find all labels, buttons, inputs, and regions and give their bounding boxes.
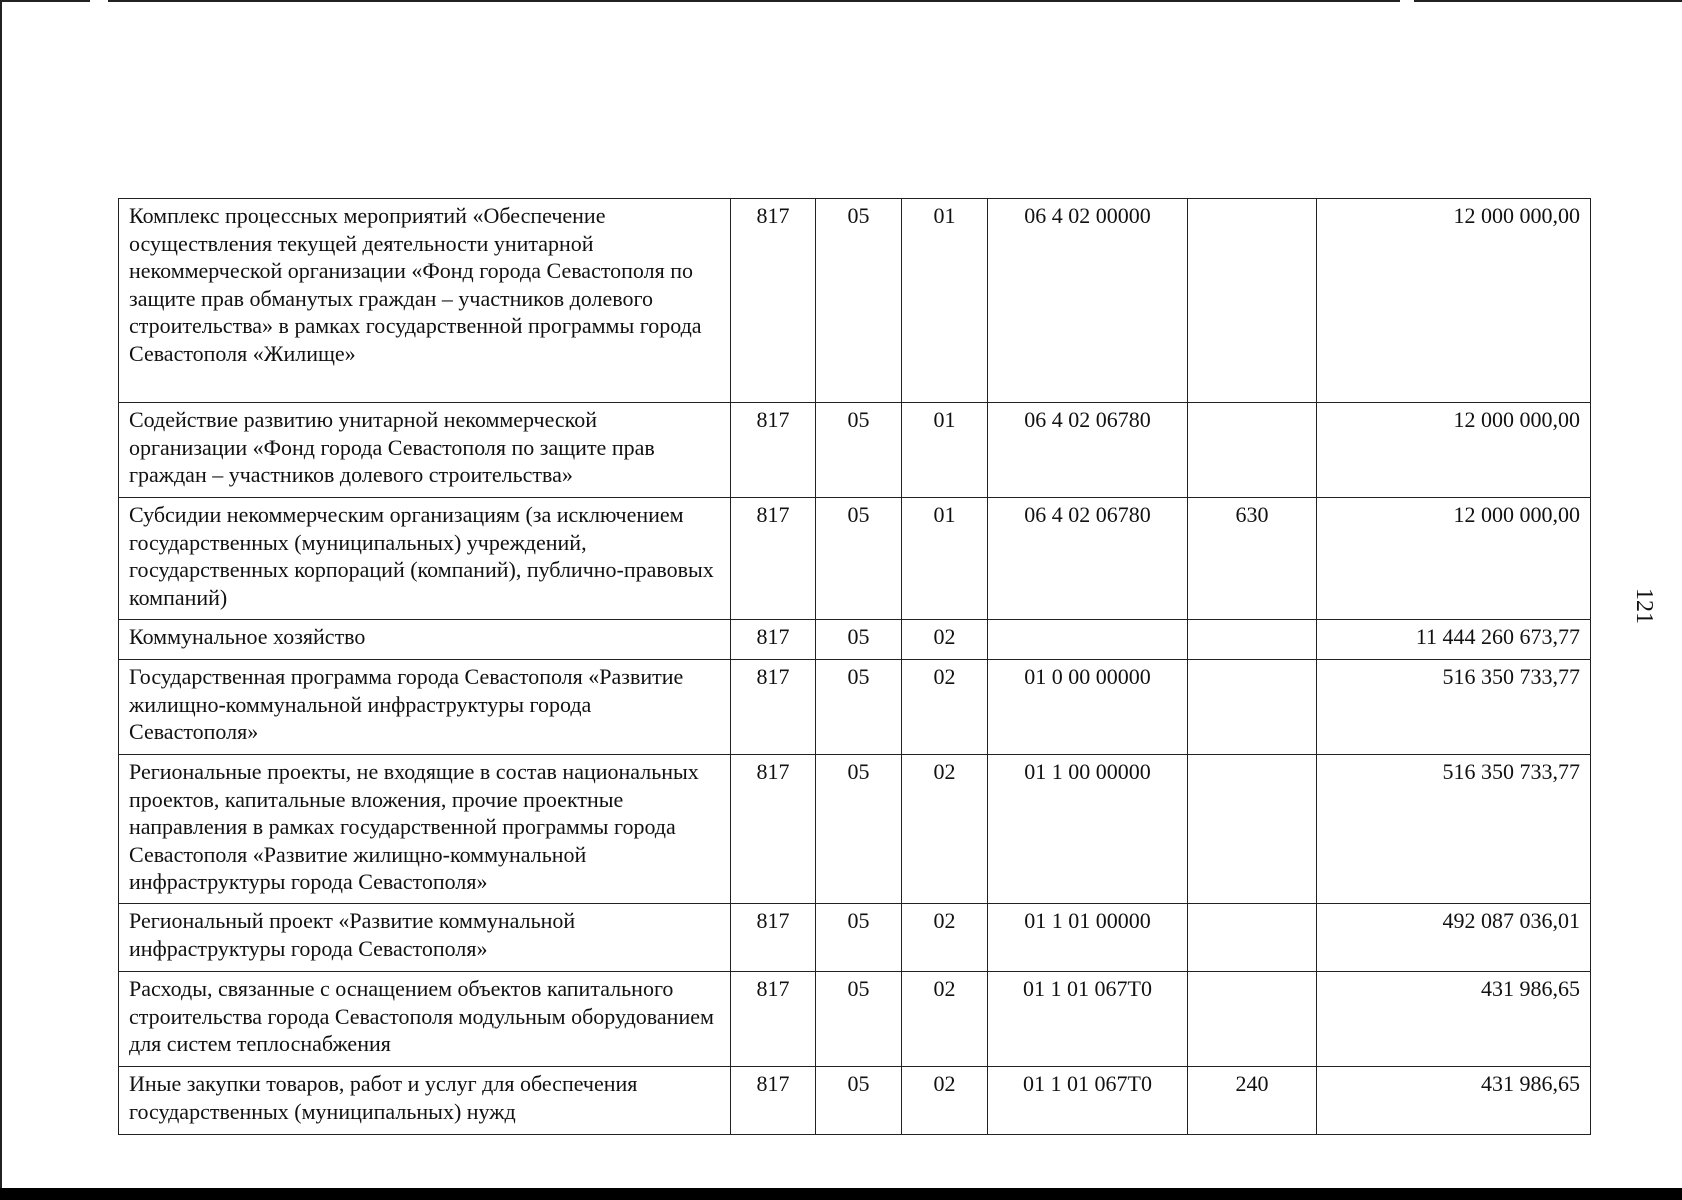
row-name: Субсидии некоммерческим организациям (за исключением государственных (муниципальных) учреждений, государственных корпораций (компаний), публично-правовых компаний) (119, 498, 731, 620)
scan-border-gap (1400, 0, 1414, 2)
pr-code: 01 (902, 199, 988, 403)
rz-code: 05 (816, 620, 902, 660)
csr-code: 06 4 02 06780 (988, 498, 1188, 620)
rz-code: 05 (816, 403, 902, 498)
csr-code (988, 620, 1188, 660)
vr-code (1188, 403, 1317, 498)
table-row (119, 498, 1591, 620)
budget-table (118, 198, 1591, 1135)
pr-code: 02 (902, 755, 988, 904)
csr-code: 01 0 00 00000 (988, 660, 1188, 755)
pr-code: 01 (902, 498, 988, 620)
vr-code (1188, 620, 1317, 660)
ved-code: 817 (731, 755, 816, 904)
vr-code (1188, 904, 1317, 972)
scan-border-top (0, 0, 1682, 2)
pr-code: 02 (902, 904, 988, 972)
pr-code: 02 (902, 660, 988, 755)
scan-border-bottom (0, 1188, 1682, 1200)
row-name: Государственная программа города Севастополя «Развитие жилищно-коммунальной инфраструктуры города Севастополя» (119, 660, 731, 755)
csr-code: 01 1 01 067Т0 (988, 1067, 1188, 1135)
rz-code: 05 (816, 904, 902, 972)
table-row (119, 403, 1591, 498)
vr-code: 240 (1188, 1067, 1317, 1135)
amount: 516 350 733,77 (1317, 660, 1591, 755)
pr-code: 02 (902, 1067, 988, 1135)
rz-code: 05 (816, 972, 902, 1067)
amount: 431 986,65 (1317, 972, 1591, 1067)
csr-code: 06 4 02 06780 (988, 403, 1188, 498)
scan-border-gap (90, 0, 108, 2)
csr-code: 01 1 01 067Т0 (988, 972, 1188, 1067)
vr-code (1188, 972, 1317, 1067)
vr-code (1188, 199, 1317, 403)
row-name: Коммунальное хозяйство (119, 620, 731, 660)
ved-code: 817 (731, 498, 816, 620)
row-name: Комплекс процессных мероприятий «Обеспечение осуществления текущей деятельности унитарной некоммерческой организации «Фонд города Севастополя по защите прав обманутых граждан – участников долевого строительства» в рамках государственной программы города Севастополя «Жилище» (119, 199, 731, 403)
amount: 492 087 036,01 (1317, 904, 1591, 972)
pr-code: 02 (902, 620, 988, 660)
amount: 11 444 260 673,77 (1317, 620, 1591, 660)
row-name: Содействие развитию унитарной некоммерческой организации «Фонд города Севастополя по защите прав граждан – участников долевого строительства» (119, 403, 731, 498)
rz-code: 05 (816, 199, 902, 403)
rz-code: 05 (816, 498, 902, 620)
row-name: Иные закупки товаров, работ и услуг для обеспечения государственных (муниципальных) нужд (119, 1067, 731, 1135)
table-row (119, 1067, 1591, 1135)
table-row (119, 660, 1591, 755)
ved-code: 817 (731, 403, 816, 498)
amount: 12 000 000,00 (1317, 199, 1591, 403)
amount: 516 350 733,77 (1317, 755, 1591, 904)
scan-border-left (0, 0, 2, 1200)
table-row (119, 972, 1591, 1067)
amount: 12 000 000,00 (1317, 498, 1591, 620)
ved-code: 817 (731, 904, 816, 972)
csr-code: 01 1 00 00000 (988, 755, 1188, 904)
ved-code: 817 (731, 1067, 816, 1135)
page-number: 121 (1631, 588, 1657, 624)
csr-code: 06 4 02 00000 (988, 199, 1188, 403)
rz-code: 05 (816, 755, 902, 904)
rz-code: 05 (816, 660, 902, 755)
table-row (119, 199, 1591, 403)
amount: 12 000 000,00 (1317, 403, 1591, 498)
row-name: Расходы, связанные с оснащением объектов капитального строительства города Севастополя модульным оборудованием для систем теплоснабжения (119, 972, 731, 1067)
ved-code: 817 (731, 660, 816, 755)
ved-code: 817 (731, 620, 816, 660)
budget-table-body (119, 199, 1591, 1135)
row-name: Региональный проект «Развитие коммунальной инфраструктуры города Севастополя» (119, 904, 731, 972)
table-row (119, 620, 1591, 660)
vr-code (1188, 755, 1317, 904)
ved-code: 817 (731, 972, 816, 1067)
vr-code (1188, 660, 1317, 755)
table-row (119, 904, 1591, 972)
vr-code: 630 (1188, 498, 1317, 620)
amount: 431 986,65 (1317, 1067, 1591, 1135)
csr-code: 01 1 01 00000 (988, 904, 1188, 972)
pr-code: 01 (902, 403, 988, 498)
ved-code: 817 (731, 199, 816, 403)
rz-code: 05 (816, 1067, 902, 1135)
pr-code: 02 (902, 972, 988, 1067)
table-row (119, 755, 1591, 904)
row-name: Региональные проекты, не входящие в состав национальных проектов, капитальные вложения, прочие проектные направления в рамках государственной программы города Севастополя «Развитие жилищно-коммунальной инфраструктуры города Севастополя» (119, 755, 731, 904)
